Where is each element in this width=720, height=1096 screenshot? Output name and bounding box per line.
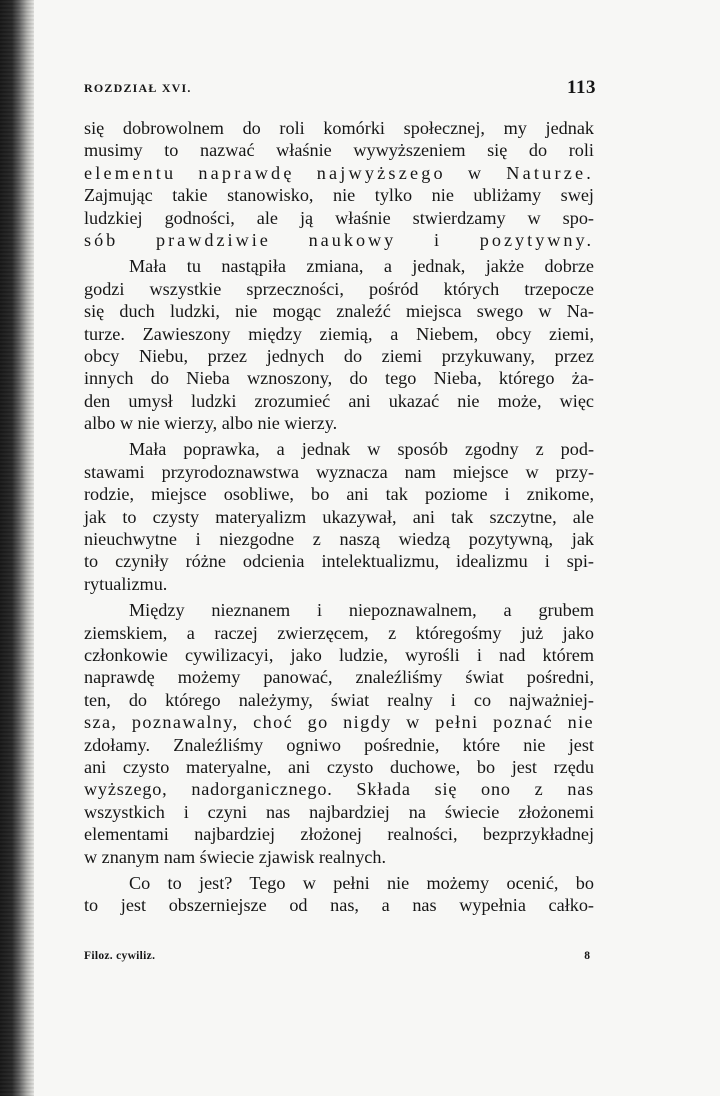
running-head bbox=[84, 78, 596, 100]
text-line: się dobrowolnem do roli komórki społecznej, my jednak bbox=[84, 118, 594, 138]
book-spine-shadow bbox=[0, 0, 34, 1096]
text-line: Mała poprawka, a jednak w sposób zgodny z pod- bbox=[129, 439, 594, 460]
text-line: ludzkiej godności, ale ją właśnie stwierdzamy w spo- bbox=[84, 207, 594, 228]
text-line: to czyniły różne odcienia intelektualizmu, idealizmu i spi- bbox=[84, 551, 594, 572]
text-line: godzi wszystkie sprzeczności, pośród których trzepocze bbox=[84, 278, 594, 299]
text-line: den umysł ludzki zrozumieć ani ukazać nie może, więc bbox=[84, 390, 594, 411]
text-line: się duch ludzki, nie mogąc znaleźć miejsca swego w Na- bbox=[84, 301, 594, 322]
text-line: naprawdę możemy panować, znaleźliśmy świat pośredni, bbox=[84, 667, 594, 688]
body-text bbox=[84, 117, 594, 917]
text-line: Między nieznanem i niepoznawalnem, a grubem bbox=[129, 600, 594, 621]
text-line: członkowie cywilizacyi, jako ludzie, wyrośli i nad którem bbox=[84, 644, 594, 665]
book-signature: Filoz. cywiliz. bbox=[84, 950, 156, 962]
text-line: wyższego, nadorganicznego. Składa się ono z nas bbox=[84, 779, 594, 800]
text-line: ziemskiem, a raczej zwierzęcem, z któregośmy już jako bbox=[84, 622, 594, 643]
text-line: rodzie, miejsce osobliwe, bo ani tak poziome i znikome, bbox=[84, 484, 594, 505]
chapter-title: ROZDZIAŁ XVI. bbox=[84, 81, 192, 95]
text-line: turze. Zawieszony między ziemią, a Niebem, obcy ziemi, bbox=[84, 323, 594, 344]
sheet-number: 8 bbox=[584, 950, 590, 962]
text-line: zdołamy. Znaleźliśmy ogniwo pośrednie, które nie jest bbox=[84, 734, 594, 755]
text-line: Zajmując takie stanowisko, nie tylko nie ubliżamy swej bbox=[84, 185, 594, 206]
text-line: wszystkich i czyni nas najbardziej na świecie złożonemi bbox=[84, 801, 594, 822]
text-line: obcy Niebu, przez jednych do ziemi przykuwany, przez bbox=[84, 345, 594, 366]
text-line: musimy to nazwać właśnie wywyższeniem się do roli bbox=[84, 140, 594, 161]
text-line: stawami przyrodoznawstwa wyznacza nam miejsce w przy- bbox=[84, 461, 594, 482]
text-line: jak to czysty materyalizm ukazywał, ani tak szczytne, ale bbox=[84, 506, 594, 527]
text-line: rytualizmu. bbox=[84, 573, 168, 594]
text-line: elementu naprawdę najwyższego w Naturze. bbox=[84, 162, 594, 183]
text-line: to jest obszerniejsze od nas, a nas wypełnia całko- bbox=[84, 895, 594, 916]
text-line: ani czysto materyalne, ani czysto duchowe, bo jest rzędu bbox=[84, 756, 594, 777]
page-footer bbox=[84, 950, 590, 968]
text-line: nieuchwytne i niezgodne z naszą wiedzą pozytywną, jak bbox=[84, 529, 594, 550]
text-line: sób prawdziwie naukowy i pozytywny. bbox=[84, 229, 594, 250]
text-line: Mała tu nastąpiła zmiana, a jednak, jakże dobrze bbox=[129, 256, 594, 277]
text-line: elementami najbardziej złożonej realności, bezprzykładnej bbox=[84, 824, 594, 845]
text-line: innych do Nieba wznoszony, do tego Nieba, którego ża- bbox=[84, 368, 594, 389]
text-line: albo w nie wierzy, albo nie wierzy. bbox=[84, 413, 338, 434]
text-line: ten, do którego należymy, świat realny i co najważniej- bbox=[84, 689, 594, 710]
page-number: 113 bbox=[567, 77, 596, 98]
text-line: Co to jest? Tego w pełni nie możemy ocenić, bo bbox=[129, 872, 594, 893]
text-line: w znanym nam świecie zjawisk realnych. bbox=[84, 846, 387, 867]
text-line: sza, poznawalny, choć go nigdy w pełni poznać nie bbox=[84, 712, 594, 733]
